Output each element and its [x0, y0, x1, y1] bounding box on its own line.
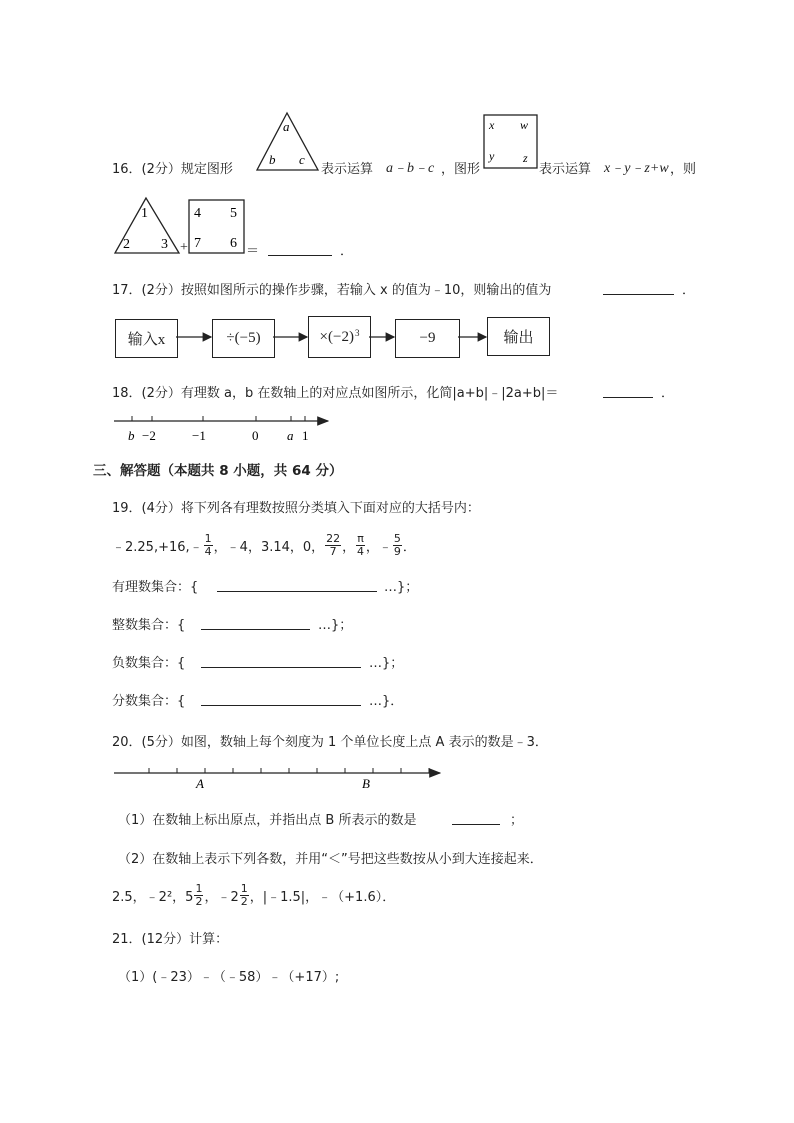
q17-text: 17．(2分）按照如图所示的操作步骤，若输入 x 的值为﹣10，则输出的值为 [112, 283, 552, 298]
axis-ticks [149, 768, 429, 773]
q16-answer-blank[interactable] [268, 241, 332, 256]
section-heading: 三、解答题（本题共 8 小题，共 64 分） [93, 463, 343, 479]
q16-expr1: a﹣b﹣c [386, 161, 435, 176]
q21-text: 21．(12分）计算： [112, 932, 229, 947]
svg-text:5: 5 [230, 206, 237, 221]
q16-mid2: 表示运算 [539, 162, 592, 177]
fraction: $\frac{\pi}{4}$ [357, 531, 364, 558]
q20-numbers: 2.5，﹣2²，5 $\frac{1}{2}$ ，﹣2 $\frac{1}{2}$ ，|﹣1.5|，﹣（+1.6）． [112, 881, 396, 908]
fraction: $\frac{1}{2}$ [240, 881, 248, 908]
flow-step-divide: ÷(−5) [212, 319, 275, 358]
svg-text:7: 7 [194, 236, 201, 251]
q19-numbers: ﹣2.25,+16, ﹣ $\frac{1}{4}$ ，﹣4，3.14，0， $\frac{22}{7}$ ， $\frac{\pi}{4}$ ，﹣ $\frac{5}{9}$ ． [112, 531, 416, 558]
svg-text:2: 2 [123, 237, 130, 252]
q16-expr2: x﹣y﹣z+w [604, 161, 669, 176]
set-rational-label: 有理数集合：{ [112, 580, 199, 595]
flow-step-input: 输入x [115, 319, 178, 358]
svg-text:x: x [489, 118, 495, 132]
set-rational-blank[interactable] [217, 577, 377, 592]
fraction: $\frac{1}{2}$ [195, 881, 203, 908]
q16-prefix: 16．(2分）规定图形 [112, 162, 233, 177]
flow-arrows [176, 330, 488, 346]
q20-answer-blank[interactable] [452, 810, 500, 825]
q16-end: ． [340, 244, 354, 259]
q20-sub1: （1）在数轴上标出原点，并指出点 B 所表示的数是 [118, 813, 417, 828]
svg-text:y: y [489, 149, 495, 163]
q18-end: ． [661, 386, 675, 401]
svg-text:z: z [523, 151, 528, 165]
triangle-figure [254, 110, 322, 172]
triangle-number-figure [112, 194, 182, 256]
q16-mid1: 表示运算 [321, 162, 374, 177]
set-negative-blank[interactable] [201, 653, 361, 668]
square-number-figure [188, 199, 246, 255]
flow-step-subtract: −9 [395, 319, 460, 358]
q18-answer-blank[interactable] [603, 383, 653, 398]
q17-end: ． [682, 283, 696, 298]
tri-label-a: a [283, 119, 290, 134]
point-b-label: B [362, 776, 370, 791]
set-integer-label: 整数集合：{ [112, 618, 186, 633]
q20-number-line [112, 764, 446, 794]
svg-text:6: 6 [230, 236, 237, 251]
q16-equals: ＝ [246, 244, 260, 259]
axis-label: −1 [192, 428, 206, 443]
flow-step-multiply: ×(−2) $^3$ [308, 316, 371, 358]
tri-label-c: c [299, 152, 305, 167]
point-a-label: A [196, 776, 204, 791]
set-negative-label: 负数集合：{ [112, 656, 186, 671]
q17-answer-blank[interactable] [603, 280, 674, 295]
axis-label: 0 [252, 428, 259, 443]
axis-label-a: a [287, 428, 294, 443]
q21-sub1: （1）(﹣23）﹣（﹣58）﹣（+17）; [118, 970, 340, 985]
q16-plus: + [180, 240, 188, 255]
tri-label-b: b [269, 152, 276, 167]
axis-label-b: b [128, 428, 135, 443]
q18-number-line [112, 410, 334, 446]
svg-text:3: 3 [161, 237, 168, 252]
svg-text:4: 4 [194, 206, 201, 221]
q16-tail: ，则 [670, 162, 697, 177]
axis-label: −2 [142, 428, 156, 443]
set-fraction-label: 分数集合：{ [112, 694, 186, 709]
set-fraction-blank[interactable] [201, 691, 361, 706]
svg-text:w: w [520, 118, 529, 132]
q20-sub2: （2）在数轴上表示下列各数，并用“＜”号把这些数按从小到大连接起来． [118, 852, 543, 867]
square-figure [483, 114, 539, 170]
flow-step-output: 输出 [487, 317, 550, 356]
fraction: $\frac{1}{4}$ [204, 531, 212, 558]
q16-sep: ，图形 [441, 162, 481, 177]
svg-text:1: 1 [141, 206, 148, 221]
q20-text: 20．(5分）如图，数轴上每个刻度为 1 个单位长度上点 A 表示的数是﹣3． [112, 735, 548, 750]
axis-label: 1 [302, 428, 309, 443]
set-integer-blank[interactable] [201, 615, 310, 630]
fraction: $\frac{22}{7}$ [326, 531, 341, 558]
q18-text: 18．(2分）有理数 a，b 在数轴上的对应点如图所示，化简|a+b|﹣|2a+b|＝ [112, 386, 559, 401]
q19-text: 19．(4分）将下列各有理数按照分类填入下面对应的大括号内： [112, 501, 480, 516]
fraction: $\frac{5}{9}$ [393, 531, 401, 558]
